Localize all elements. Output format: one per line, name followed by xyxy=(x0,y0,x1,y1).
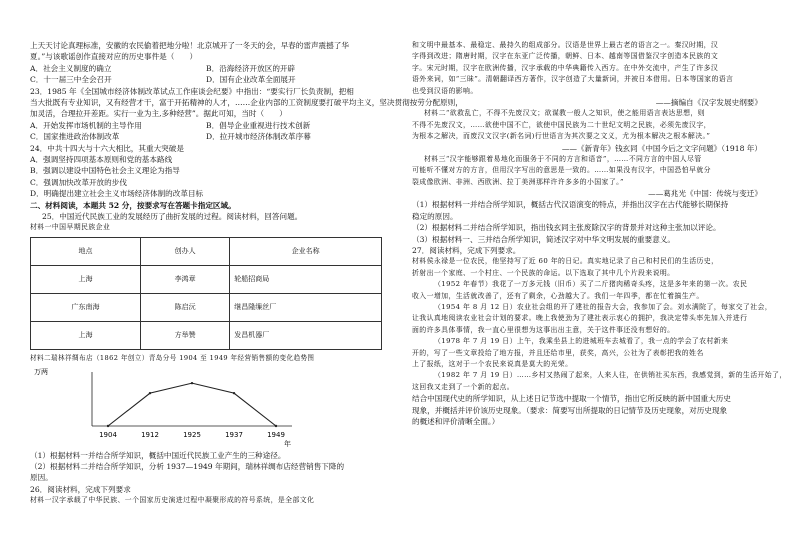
table-cell: 广东南海 xyxy=(31,293,141,321)
q23-option-b: B．倡导企业重视进行技术创新 xyxy=(206,120,311,130)
q26-question-2: （2）根据材料二并结合所学知识，指出钱玄同主张废除汉字的背景并对这种主张加以评论。 xyxy=(412,223,721,233)
q24-stem: 24．中共十四大与十六大相比，其重大突破是 xyxy=(30,143,184,153)
q27-material-line: 收入一增加，生活就改善了，还有了剩余，心劲越大了。我们一年四季，都在忙着搞生产。 xyxy=(412,291,704,300)
q26-material-1-line: 和文明中最基本、最稳定、最持久的组成部分。汉语是世界上最古老的语言之一。秦汉时期，汉 xyxy=(412,41,719,49)
table-cell: 上海 xyxy=(31,321,141,349)
q22-option-b: B．沿海经济开放区的开辟 xyxy=(206,63,296,73)
q26-material-2-line: 材料二“欲救乱亡，不得不先废汉文；欲谋教一般人之知识，使之能用语言表达思想，则 xyxy=(424,109,705,118)
q25-stem: 25．中国近代民族工业的发展经历了曲折发展的过程。阅读材料，回答问题。 xyxy=(42,211,303,221)
q27-material-line: （1982 年 7 月 19 日）……乡村又热闹了起来，人来人往，在供销社买东西，我感觉到，新的生活开始了， xyxy=(434,371,787,380)
material-1-title: 材料一中国早期民族企业 xyxy=(30,223,111,232)
q22-stem-line-1: 上天天讨论真理标准，安徽的农民偷着把地分啦！北京城开了一冬天的会，早春的雷声震撼了华 xyxy=(30,41,349,50)
table-row xyxy=(31,293,382,321)
x-tick-label: 1937 xyxy=(225,431,243,440)
q27-task-line: 结合中国现代史的所学知识，从上述日记节选中提取一个情节，指出它所反映的新中国重大历史 xyxy=(412,394,731,404)
data-point xyxy=(191,382,193,384)
q27-material-line: （1952 年春节）我花了一万多元钱（旧币）买了二斤猪肉稀奇头疼，这是多年来的第一次。农民 xyxy=(434,280,748,289)
section-2-heading: 二、材料阅读，本题共 52 分，按要求写在答题卡指定区域。 xyxy=(30,200,236,210)
q27-material-line: 这回我又走到了一个新的起点。 xyxy=(412,382,515,391)
source-2: ——《新青年》钱玄同《中国今后之文字问题》（1918 年） xyxy=(561,143,762,153)
q23-stem-line-1: 23．1985 年《全国城市经济体制改革试点工作座谈会纪要》中指出：“要实行厂长负责制，把相 xyxy=(30,86,354,96)
q23-option-c: C．国家推进政治体制改革 xyxy=(30,132,120,142)
q26-material-1-line: 字。宋元时期，汉字在欧洲传播，汉字承载的中华典籍传入西方。在中外交流中，产生了许多汉 xyxy=(412,63,719,72)
table-cell: 轮船招商局 xyxy=(230,265,382,293)
table-row xyxy=(31,265,382,293)
q23-stem-line-3: 加灵活，合理拉开差距。实行一业为主,多种经营”。据此可知，当时（ ） xyxy=(30,109,287,119)
q27-material-line: 上了报纸，这对于一个农民来说真是莫大的光荣。 xyxy=(412,359,573,368)
q27-material-line: 材料侯永禄是一位农民，他坚持写了近 60 年的日记。真实地记录了自己和村民们的生活历史， xyxy=(412,257,719,266)
q26-material-3-line: 裂成像欧洲、非洲、西欧洲、拉丁美洲那样许许多多的小国家了。” xyxy=(412,177,624,186)
q26-question-1-cont: 稳定的原因。 xyxy=(412,211,458,221)
table-header-cell: 创办人 xyxy=(141,237,230,265)
q27-material-line: （1954 年 8 月 12 日）农业社会组的开了建社的报告大会，我参加了会。刘水满院了，每家交了社会， xyxy=(434,302,773,311)
q24-option-a: A．强调坚持四项基本原则和党的基本路线 xyxy=(30,154,173,164)
series-line xyxy=(108,383,276,426)
q26-material-3-line: 可能听不懂对方的方言，但用汉字写出的意思是一致的。……如果没有汉字，中国恐怕早就分 xyxy=(412,166,711,175)
right-column xyxy=(412,40,787,427)
q23-stem-line-2: 当大批既有专业知识，又有经营才干，富于开拓精神的人才，……企业内部的工资制度要打破平均主义，坚决贯彻按劳分配原则， xyxy=(30,97,463,107)
q27-material-line: 折射出一个家庭、一个村庄、一个民族的命运。以下选取了其中几个片段来说明。 xyxy=(412,268,675,277)
q26-material-1-line: 语外来词，如“三昧”。清朝翻译西方著作，汉字创造了大量新词，并被日本借用。日本等国家的语言 xyxy=(412,75,734,84)
x-tick-label: 1912 xyxy=(141,431,159,440)
q26-question-3: （3）根据材料一、三并结合所学知识，简述汉字对中华文明发展的重要意义。 xyxy=(412,234,676,244)
q27-material-line: 让我认真地阅读农业社会计划的要求。晚上我使劲为了建社表示衷心的拥护，我决定带头率先加入并进行 xyxy=(412,314,748,323)
table-header-cell: 地点 xyxy=(31,237,141,265)
q22-options-row-1 xyxy=(30,63,382,74)
x-tick-label: 1925 xyxy=(183,431,201,440)
q24-option-b: B．强调以建设中国特色社会主义理论为指导 xyxy=(30,166,180,176)
q26-stem: 26．阅读材料，完成下列要求 xyxy=(30,484,131,494)
q25-question-1: （1）根据材料一并结合所学知识，概括中国近代民族工业产生的三种途径。 xyxy=(30,450,286,460)
table-cell: 李鸿章 xyxy=(141,265,230,293)
x-axis-label: 年 xyxy=(284,440,291,449)
q26-material-2-line: 不得不先废汉文，……欲使中国不亡，欲使中国民族为二十世纪文明之民族，必须先废汉字， xyxy=(412,120,711,129)
table-cell: 继昌隆缫丝厂 xyxy=(230,293,382,321)
q27-task-line: 现象，并概括并评价该历史现象。（要求：简要写出所提取的日记情节及历史现象，对历史现象 xyxy=(412,405,728,415)
q27-material-line: （1978 年 7 月 19 日）上午，我乘坐县上的进城班车去城看了，我一点的学会了农村新来 xyxy=(434,337,729,346)
q23-options-row-2 xyxy=(30,131,382,142)
q26-material-1-start: 材料一汉字承载了中华民族、一个国家历史演进过程中凝聚形成的符号系统，是全部文化 xyxy=(30,496,315,505)
data-point xyxy=(149,392,151,394)
q26-material-2-line: 为根本之解决，而废汉文汉字(新名词)行世语言为其次要之文义，尤为根本解决之根本解决。” xyxy=(412,132,711,141)
q27-material-line: 面的许多具体事情，我一直心里很想为这事出出主意，关于这件事还没有想好的。 xyxy=(412,325,675,334)
q26-material-3-line: 材料三“汉字能够跟着易地化而服务于不同的方言和语音”，……不同方言的中国人尽管 xyxy=(424,154,702,163)
table-header-row xyxy=(31,237,382,265)
q22-option-a: A．社会主义制度的确立 xyxy=(30,63,112,73)
q27-task-line: 的概述和评价清晰全面。） xyxy=(412,416,500,426)
data-point xyxy=(107,425,109,427)
data-point xyxy=(233,392,235,394)
q24-option-d: D．明确提出建立社会主义市场经济体制的改革目标 xyxy=(30,189,204,199)
table-cell: 方举赞 xyxy=(141,321,230,349)
table-header-cell: 企业名称 xyxy=(230,237,382,265)
q25-question-2-cont: 原因。 xyxy=(30,473,53,483)
q23-option-a: A．开始发挥市场机制的主导作用 xyxy=(30,120,142,130)
q27-stem: 27．阅读材料，完成下列要求。 xyxy=(412,246,521,256)
sales-line-chart xyxy=(30,364,382,449)
q23-option-d: D．拉开城市经济体制改革序幕 xyxy=(206,132,311,142)
table-cell: 陈启沅 xyxy=(141,293,230,321)
x-tick-label: 1904 xyxy=(99,431,117,440)
enterprise-table xyxy=(30,237,382,350)
source-3: ——葛兆光《中国：传统与变迁》 xyxy=(648,189,762,199)
data-point xyxy=(275,425,277,427)
x-tick-group xyxy=(99,431,285,439)
table-cell: 发昌机器厂 xyxy=(230,321,382,349)
q22-option-c: C．十一届三中全会召开 xyxy=(30,75,112,85)
q26-question-1: （1）根据材料一并结合所学知识，概括古代汉语演变的特点，并指出汉字在古代能够长期保持 xyxy=(412,200,729,210)
q24-option-c: C．强调加快改革开放的步伐 xyxy=(30,177,127,187)
q22-options-row-2 xyxy=(30,74,382,85)
source-1: ——摘编自《汉字发展史纲要》 xyxy=(655,97,762,107)
q25-question-2: （2）根据材料二并结合所学知识，分析 1937—1949 年期间，瑞林祥绸布店经营销售下降的 xyxy=(30,461,345,471)
q26-material-1-line: 也受到汉语的影响。 xyxy=(412,86,478,95)
q23-options-row-1 xyxy=(30,120,382,131)
table-row xyxy=(31,321,382,349)
q26-material-1-line: 字得到改进；隋唐时期，汉字在东亚广泛传播，朝鲜、日本、越南等国借鉴汉字创造本民族的文 xyxy=(412,52,719,61)
x-tick-label: 1949 xyxy=(267,431,285,440)
material-2-title: 材料二瑞林祥绸布店（1862 年创立）青岛分号 1904 至 1949 年经营销售额的变化趋势图 xyxy=(30,353,315,362)
q27-material-line: 开的，写了一些文章投给了地方报，并且还给市里，获奖，高兴，公社为了表彰把我的姓名 xyxy=(412,348,704,357)
q22-option-d: D．国有企业改革全面展开 xyxy=(206,75,296,85)
y-axis-label: 万两 xyxy=(34,368,48,377)
q22-stem-line-2: 夏。”与该歌谣创作直接对应的历史事件是（ ） xyxy=(30,52,198,62)
table-cell: 上海 xyxy=(31,265,141,293)
